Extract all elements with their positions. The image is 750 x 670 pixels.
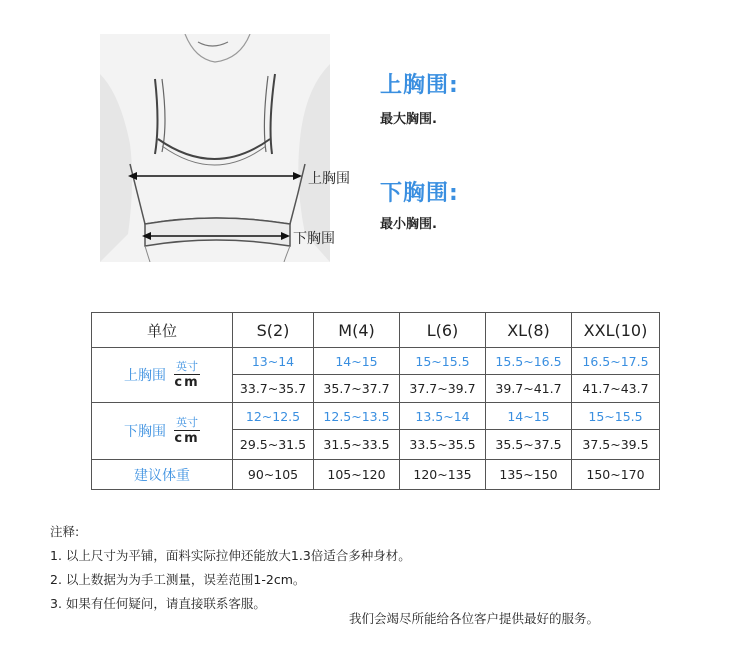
table-cell: 29.5~31.5 bbox=[233, 430, 314, 460]
notes-section bbox=[50, 520, 411, 616]
upper-bust-definition: 最大胸围. bbox=[380, 112, 437, 127]
table-cell: 35.5~37.5 bbox=[486, 430, 572, 460]
under-bust-label: 下胸围 bbox=[124, 424, 166, 440]
upper-bust-label: 上胸围 bbox=[124, 368, 166, 384]
upper-bust-inch-row bbox=[92, 348, 660, 375]
table-cell: 120~135 bbox=[400, 460, 486, 490]
under-bust-title: 下胸围: bbox=[380, 181, 459, 206]
notes-heading: 注释: bbox=[50, 524, 80, 539]
upper-bust-row-label bbox=[92, 348, 233, 403]
upper-bust-title: 上胸围: bbox=[380, 73, 459, 98]
under-bust-definition: 最小胸围. bbox=[380, 217, 437, 232]
table-cell: 15.5~16.5 bbox=[486, 348, 572, 375]
note-item: 2. 以上数据为为手工测量，误差范围1-2cm。 bbox=[50, 572, 306, 587]
table-cell: 135~150 bbox=[486, 460, 572, 490]
inch-unit: 英寸 bbox=[176, 359, 198, 373]
note-item: 3. 如果有任何疑问，请直接联系客服。 bbox=[50, 596, 266, 611]
table-cell: 15~15.5 bbox=[400, 348, 486, 375]
closing-statement: 我们会竭尽所能给各位客户提供最好的服务。 bbox=[349, 611, 600, 626]
size-header: L(6) bbox=[400, 313, 486, 348]
size-header: XL(8) bbox=[486, 313, 572, 348]
table-cell: 33.5~35.5 bbox=[400, 430, 486, 460]
table-cell: 150~170 bbox=[572, 460, 660, 490]
cm-unit: cm bbox=[174, 374, 200, 390]
unit-fraction bbox=[174, 417, 200, 446]
table-cell: 12.5~13.5 bbox=[314, 403, 400, 430]
table-cell: 13.5~14 bbox=[400, 403, 486, 430]
table-cell: 37.5~39.5 bbox=[572, 430, 660, 460]
table-cell: 13~14 bbox=[233, 348, 314, 375]
table-cell: 31.5~33.5 bbox=[314, 430, 400, 460]
inch-unit: 英寸 bbox=[176, 415, 198, 429]
table-cell: 105~120 bbox=[314, 460, 400, 490]
under-bust-row-label bbox=[92, 403, 233, 460]
note-item: 1. 以上尺寸为平铺，面料实际拉伸还能放大1.3倍适合多种身材。 bbox=[50, 548, 411, 563]
upper-bust-marker-label: 上胸围 bbox=[308, 171, 350, 187]
unit-fraction bbox=[174, 361, 200, 390]
table-cell: 41.7~43.7 bbox=[572, 375, 660, 403]
cm-unit: cm bbox=[174, 430, 200, 446]
table-cell: 37.7~39.7 bbox=[400, 375, 486, 403]
size-chart-table bbox=[91, 312, 660, 490]
table-cell: 16.5~17.5 bbox=[572, 348, 660, 375]
weight-row bbox=[92, 460, 660, 490]
table-cell: 15~15.5 bbox=[572, 403, 660, 430]
table-cell: 33.7~35.7 bbox=[233, 375, 314, 403]
lower-bust-marker-label: 下胸围 bbox=[293, 231, 335, 247]
table-cell: 14~15 bbox=[486, 403, 572, 430]
table-cell: 35.7~37.7 bbox=[314, 375, 400, 403]
size-header: S(2) bbox=[233, 313, 314, 348]
table-cell: 14~15 bbox=[314, 348, 400, 375]
size-header: M(4) bbox=[314, 313, 400, 348]
unit-header: 单位 bbox=[92, 313, 233, 348]
table-cell: 12~12.5 bbox=[233, 403, 314, 430]
weight-row-label: 建议体重 bbox=[92, 460, 233, 490]
table-cell: 39.7~41.7 bbox=[486, 375, 572, 403]
size-header: XXL(10) bbox=[572, 313, 660, 348]
under-bust-inch-row bbox=[92, 403, 660, 430]
table-header-row bbox=[92, 313, 660, 348]
table-cell: 90~105 bbox=[233, 460, 314, 490]
